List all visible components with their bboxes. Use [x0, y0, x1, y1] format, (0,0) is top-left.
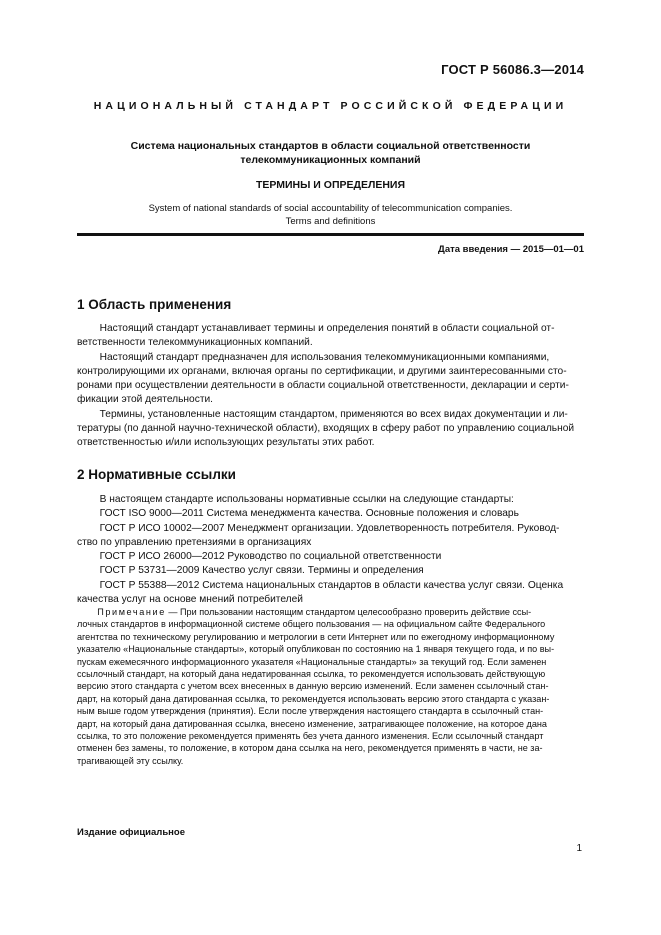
reference-line: ГОСТ Р ИСО 26000—2012 Руководство по социальной ответственности: [77, 551, 442, 563]
note-first-line: [77, 606, 584, 618]
english-title: [77, 203, 584, 228]
note-line: указателю «Национальные стандарты», который опубликован по состоянию на 1 января текущего года, и по вы-: [77, 644, 555, 655]
note-line: ссылочный стандарт, на который дана недатированная ссылка, то рекомендуется использовать действующую: [77, 669, 546, 680]
paragraph-line: Настоящий стандарт устанавливает термины и определения понятий в области социальной от-: [77, 323, 555, 334]
system-title-line: телекоммуникационных компаний: [240, 154, 421, 166]
note-line: дарт, на который дана датированная ссылка, внесено изменение, затрагивающее положение, на которое дана: [77, 718, 547, 729]
edition-label: Издание официальное: [77, 827, 185, 838]
paragraph-line: ветственности телекоммуникационных компаний.: [77, 337, 313, 349]
system-title-line: Система национальных стандартов в области социальной ответственности: [130, 140, 531, 152]
reference-line: ГОСТ Р 53731—2009 Качество услуг связи. Термины и определения: [77, 565, 424, 577]
note-lines: [77, 618, 584, 767]
english-title-line: System of national standards of social accountability of telecommunication companies.: [148, 203, 513, 214]
paragraph-line: Термины, установленные настоящим стандартом, применяются во всех видах документации и ли-: [77, 408, 568, 420]
note-line: пускам ежемесячного информационного указателя «Национальные стандарты» за текущий год. Если заменен: [77, 656, 547, 667]
note-line: отменен без замены, то положение, в котором дана ссылка на него, рекомендуется применять в части, не за-: [77, 743, 543, 754]
page-number: 1: [576, 843, 582, 854]
section-2-heading: 2 Нормативные ссылки: [77, 467, 236, 482]
paragraph-line: ронами при осуществлении деятельности в области социальной ответственности, декларации и серти-: [77, 380, 569, 392]
paragraph-line: контролирующими их органами, включая органы по сертификации, и другими заинтересованными сто-: [77, 365, 567, 377]
system-title: [77, 139, 584, 167]
paragraph-line: ответственностью и/или использующих результаты этих работ.: [77, 437, 375, 449]
paragraph-line: Настоящий стандарт предназначен для использования телекоммуникационными компаниями,: [77, 351, 550, 363]
english-title-line: Terms and definitions: [285, 215, 376, 227]
standard-number: ГОСТ Р 56086.3—2014: [441, 62, 584, 77]
note-label: Примечание: [97, 607, 166, 617]
note-line: трагивающей эту ссылку.: [77, 755, 184, 766]
reference-line: ГОСТ ISO 9000—2011 Система менеджмента качества. Основные положения и словарь: [77, 508, 519, 520]
note-line: агентства по техническому регулированию и метрологии в сети Интернет или по ежегодному информационному: [77, 631, 555, 642]
introduction-date: Дата введения — 2015—01—01: [438, 244, 584, 255]
header-rule: [77, 233, 584, 236]
reference-line: В настоящем стандарте использованы нормативные ссылки на следующие стандарты:: [77, 494, 514, 505]
note-line: лочных стандартов в информационной системе общего пользования — на официальном сайте Федерального: [77, 619, 546, 630]
note-line: дарт, на который дана датированная ссылка, то рекомендуется использовать версию этого стандарта с указан-: [77, 693, 550, 704]
paragraph-line: фикации этой деятельности.: [77, 394, 214, 406]
paragraph-line: тературы (по данной научно-технической области), входящих в сферу работ по управлению социальной: [77, 423, 575, 435]
note-block: [77, 606, 584, 767]
section-1-body: [77, 322, 584, 451]
section-2-body: [77, 493, 584, 607]
reference-line: ГОСТ Р ИСО 10002—2007 Менеджмент организации. Удовлетворенность потребителя. Руковод-: [77, 522, 560, 534]
note-text: — При пользовании настоящим стандартом целесообразно проверить действие ссы-: [165, 607, 532, 617]
note-line: ссылка, то это положение рекомендуется применять без учета данного изменения. Если ссылочный стандарт: [77, 731, 544, 742]
section-1-heading: 1 Область применения: [77, 297, 232, 312]
reference-line: ГОСТ Р 55388—2012 Система национальных стандартов в области качества услуг связи. Оценка: [77, 579, 564, 591]
reference-line: ство по управлению претензиями в организациях: [77, 536, 312, 548]
national-standard-title: НАЦИОНАЛЬНЫЙ СТАНДАРТ РОССИЙСКОЙ ФЕДЕРАЦИИ: [93, 100, 568, 112]
terms-title: ТЕРМИНЫ И ОПРЕДЕЛЕНИЯ: [255, 179, 406, 191]
reference-line: качества услуг на основе мнений потребителей: [77, 594, 303, 606]
note-line: версию этого стандарта с учетом всех внесенных в данную версию изменений. Если заменен ссылочный стан-: [77, 681, 549, 692]
note-line: ным выше годом утверждения (принятия). Если после утверждения настоящего стандарта в ссылочный стан-: [77, 706, 544, 717]
